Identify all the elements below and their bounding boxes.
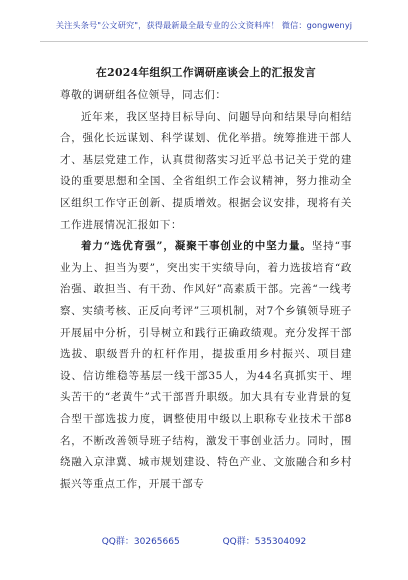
header-divider [40,41,368,42]
section-lead: 着力“选优育强”，凝聚干事创业的中坚力量。 [81,240,312,253]
intro-paragraph: 近年来，我区坚持目标导向、问题导向和结果导向相结合，强化长远谋划、科学谋划、优化举措。统筹推进干部人才、基层党建工作，认真贯彻落实习近平总书记关于党的建设的重要思想和全国、全省组织工作会议精神，努力推动全区组织工作守正创新、提质增效。根据会议安排，现将有关工作进展情况汇报如下： [60,110,352,231]
header-notice: 关注头条号"公文研究"，获得最新最全最专业的公文资料库！ 微信：gongwenyj [55,20,353,30]
qq-group-2: QQ群：535304092 [222,537,307,547]
section-paragraph [60,236,352,495]
section-body: 坚持“事业为上、担当为要”，突出实干实绩导向，着力选拔培育“政治强、敢担当、有干劲、作风好”高素质干部。完善“一线考察、实绩考核、正反向考评”三项机制，对7个乡镇领导班子开展届中分析，引导树立和践行正确政绩观。充分发挥干部选拔、职级晋升的杠杆作用，提拔重用乡村振兴、项目建设、信访维稳等基层一线干部35人，为44名真抓实干、埋头苦干的“老黄牛”式干部晋升职级。加大具有专业背景的复合型干部选拔力度，调整使用中级以上职称专业技术干部8名，不断改善领导班子结构，激发干事创业活力。同时，围绕融入京津冀、城市规划建设、特色产业、文旅融合和乡村振兴等重点工作，开展干部专 [60,240,352,490]
document-body [60,62,352,495]
qq-group-1: QQ群：30265665 [101,537,180,547]
footer-contacts [0,534,408,547]
document-title: 在2024年组织工作调研座谈会上的汇报发言 [96,66,316,79]
salutation: 尊敬的调研组各位领导，同志们： [60,89,227,101]
